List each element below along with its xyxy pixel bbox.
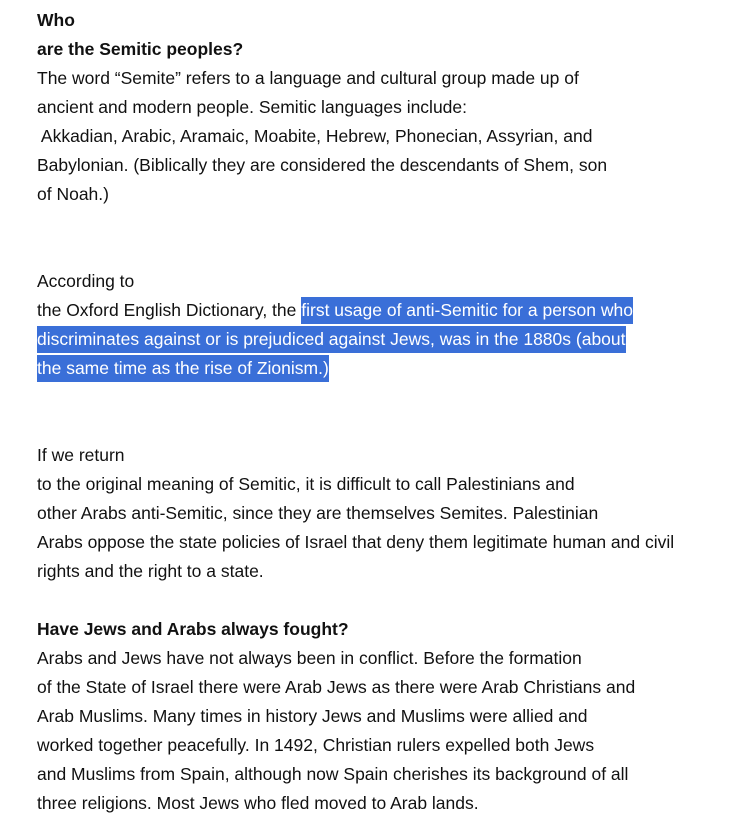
paragraph-line: Arabs and Jews have not always been in conflict. Before the formation <box>37 648 582 668</box>
paragraph-line: If we return <box>37 445 125 465</box>
paragraph-line: to the original meaning of Semitic, it is difficult to call Palestinians and <box>37 474 575 494</box>
paragraph-line: of Noah.) <box>37 184 109 204</box>
paragraph-line: The word “Semite” refers to a language and cultural group made up of <box>37 68 579 88</box>
heading-semitic-peoples: are the Semitic peoples? <box>37 39 244 59</box>
paragraph-line: Babylonian. (Biblically they are considered the descendants of Shem, son <box>37 155 608 175</box>
blank-line <box>37 586 754 615</box>
selected-text[interactable]: first usage of anti-Semitic for a person who <box>301 297 633 324</box>
paragraph-line: of the State of Israel there were Arab Jews as there were Arab Christians and <box>37 677 636 697</box>
blank-line <box>37 238 754 267</box>
blank-line <box>37 412 754 441</box>
paragraph-line: rights and the right to a state. <box>37 561 264 581</box>
paragraph-line: Arabs oppose the state policies of Israel that deny them legitimate human and civil <box>37 532 675 552</box>
blank-line <box>37 383 754 412</box>
selected-text[interactable]: the same time as the rise of Zionism.) <box>37 355 329 382</box>
paragraph-line: and Muslims from Spain, although now Spain cherishes its background of all <box>37 764 629 784</box>
paragraph-line: other Arabs anti-Semitic, since they are themselves Semites. Palestinian <box>37 503 599 523</box>
paragraph-line: ancient and modern people. Semitic languages include: <box>37 97 468 117</box>
paragraph-line: According to <box>37 271 135 291</box>
paragraph-line-with-selection[interactable] <box>37 325 754 354</box>
heading-who: Who <box>37 10 75 30</box>
paragraph-line: Akkadian, Arabic, Aramaic, Moabite, Hebrew, Phonecian, Assyrian, and <box>37 126 593 146</box>
paragraph-line: three religions. Most Jews who fled moved to Arab lands. <box>37 793 479 813</box>
paragraph-line-with-selection[interactable] <box>37 354 754 383</box>
blank-line <box>37 209 754 238</box>
heading-jews-arabs-fought: Have Jews and Arabs always fought? <box>37 619 349 639</box>
paragraph-line-with-selection[interactable] <box>37 296 754 325</box>
paragraph-line: worked together peacefully. In 1492, Christian rulers expelled both Jews <box>37 735 595 755</box>
selected-text[interactable]: discriminates against or is prejudiced against Jews, was in the 1880s (about <box>37 326 626 353</box>
document-body <box>37 6 754 818</box>
paragraph-line: Arab Muslims. Many times in history Jews and Muslims were allied and <box>37 706 588 726</box>
plain-text: the Oxford English Dictionary, the <box>37 300 302 320</box>
